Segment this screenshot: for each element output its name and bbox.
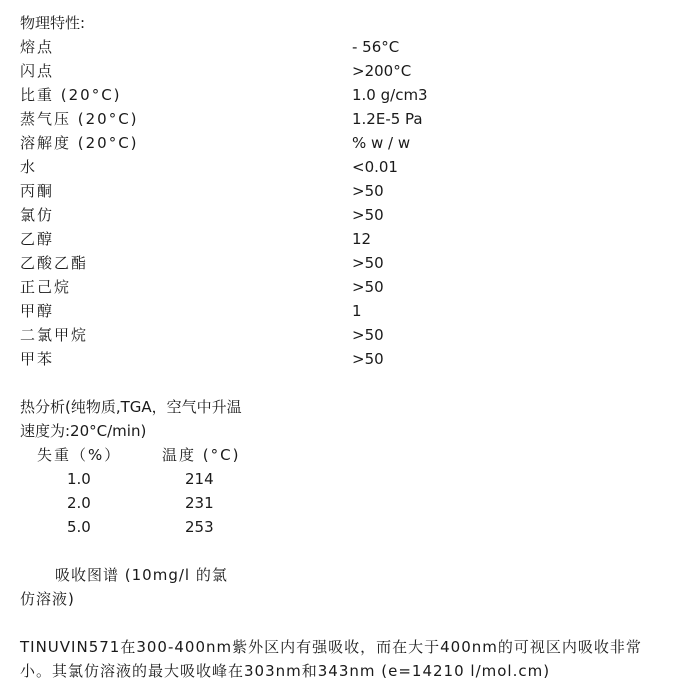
property-row <box>20 227 670 251</box>
property-row <box>20 59 670 83</box>
property-label: 正己烷 <box>20 278 72 296</box>
absorption-caption-1: 吸收图谱 (10mg/l 的氯 <box>55 566 228 584</box>
property-value: % w / w <box>352 134 411 152</box>
thermal-table <box>20 467 670 539</box>
property-label: 甲醇 <box>20 302 55 320</box>
property-row <box>20 35 670 59</box>
property-value: >50 <box>352 206 384 224</box>
property-value: >50 <box>352 278 384 296</box>
weight-loss-value: 2.0 <box>67 494 91 512</box>
property-value: >50 <box>352 326 384 344</box>
document <box>20 11 670 683</box>
temperature-value: 253 <box>185 518 214 536</box>
property-value: 1.2E-5 Pa <box>352 110 423 128</box>
property-row <box>20 179 670 203</box>
property-label: 乙酸乙酯 <box>20 254 89 272</box>
property-row <box>20 323 670 347</box>
property-value: >50 <box>352 182 384 200</box>
property-label: 甲苯 <box>20 350 55 368</box>
col-temperature: 温度 (°C) <box>162 446 241 464</box>
property-label: 闪点 <box>20 62 55 80</box>
property-label: 熔点 <box>20 38 55 56</box>
property-value: 1 <box>352 302 362 320</box>
weight-loss-value: 5.0 <box>67 518 91 536</box>
section-title: 物理特性: <box>20 14 86 32</box>
property-row <box>20 131 670 155</box>
property-row <box>20 251 670 275</box>
property-label: 比重 (20°C) <box>20 86 122 104</box>
properties-list <box>20 35 670 371</box>
temperature-value: 214 <box>185 470 214 488</box>
col-weight-loss: 失重（%） <box>37 446 122 464</box>
temperature-value: 231 <box>185 494 214 512</box>
thermal-heading-2: 速度为:20°C/min) <box>20 422 147 440</box>
property-value: 1.0 g/cm3 <box>352 86 428 104</box>
property-value: - 56°C <box>352 38 400 56</box>
description-paragraph: TINUVIN571在300-400nm紫外区内有强吸收，而在大于400nm的可视区内吸收非常小。其氯仿溶液的最大吸收峰在303nm和343nm (e=14210 l/mol.cm) <box>20 638 642 680</box>
weight-loss-value: 1.0 <box>67 470 91 488</box>
property-label: 二氯甲烷 <box>20 326 89 344</box>
thermal-row <box>20 491 670 515</box>
property-label: 水 <box>20 158 38 176</box>
property-row <box>20 299 670 323</box>
property-value: >50 <box>352 254 384 272</box>
property-label: 溶解度 (20°C) <box>20 134 139 152</box>
absorption-caption-2: 仿溶液) <box>20 590 75 608</box>
thermal-table-header <box>20 443 670 467</box>
property-row <box>20 347 670 371</box>
property-label: 氯仿 <box>20 206 55 224</box>
property-label: 乙醇 <box>20 230 55 248</box>
property-row <box>20 275 670 299</box>
property-row <box>20 107 670 131</box>
thermal-row <box>20 515 670 539</box>
property-label: 蒸气压 (20°C) <box>20 110 139 128</box>
property-row <box>20 83 670 107</box>
thermal-row <box>20 467 670 491</box>
thermal-heading-1: 热分析(纯物质,TGA，空气中升温 <box>20 398 242 416</box>
property-value: >50 <box>352 350 384 368</box>
property-row <box>20 203 670 227</box>
property-row <box>20 155 670 179</box>
property-label: 丙酮 <box>20 182 55 200</box>
property-value: <0.01 <box>352 158 398 176</box>
property-value: >200°C <box>352 62 412 80</box>
property-value: 12 <box>352 230 372 248</box>
